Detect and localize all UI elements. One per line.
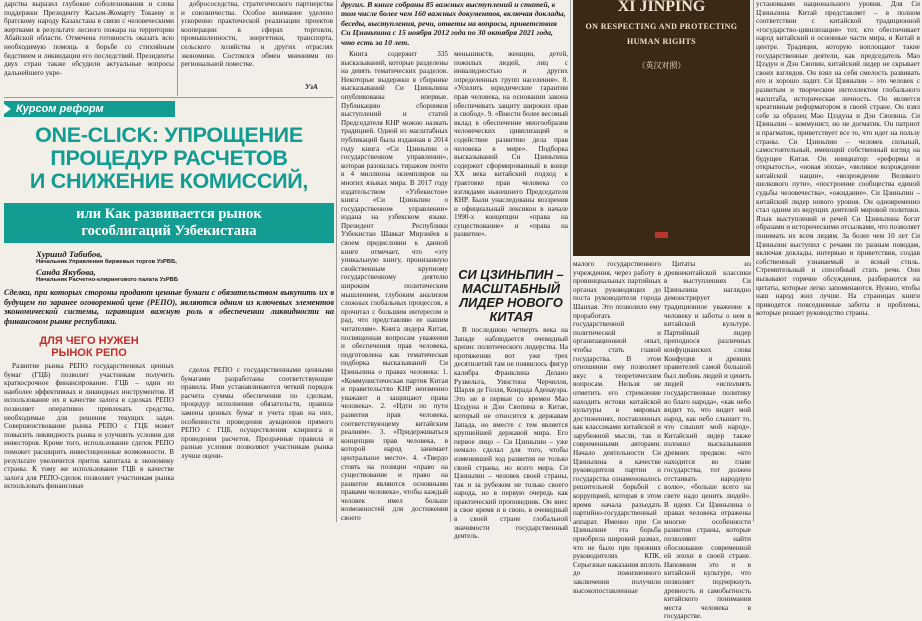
subheadline-band	[4, 203, 334, 243]
book-subtitle-line: HUMAN RIGHTS	[626, 37, 697, 46]
article-heading-line: СИ ЦЗИНЬПИН –	[458, 267, 564, 282]
section-rule	[4, 97, 334, 98]
col4b-text: В последнюю четверть века на Западе наблюдается очевидный кризис политического лидерства. На протяжении вот уже трех десятилетий там не появилось фигур калибра Франклина Делано Рузвельта, Уинстона Черчилля, Шарля де Голля, Конрада Аденауэра. Это не в первые со времен Мао Цзэдуна и Дэн Сяопина в Китае, который не относится к державам Запада, но вместе с тем является крупнейшей державой мира. Его первое лицо – Си Цзиньпин – уже немало сделал для того, чтобы изменившей ход развития не только своей страны, но всего мира. Си Цзиньпин – человек своей страны, так и за рубежом не только своего народа, но в первую очередь как практический проповедник. Он внес в свое время и в свою, в очевидный в своей стране глобальной значимости государственный деятель.	[454, 326, 568, 541]
column-1-top	[4, 0, 174, 95]
headline	[4, 124, 334, 193]
author-name: Санда Якубова,	[36, 267, 96, 277]
article-heading	[452, 268, 570, 324]
gutter-3	[450, 102, 451, 522]
headline-line: ПРОЦЕДУР РАСЧЕТОВ	[50, 146, 288, 170]
author-role: Начальник Управления биржевых торгов УзРВБ,	[36, 259, 177, 265]
book-seal	[655, 232, 668, 238]
article-lead: Сделки, при которых стороны продают ценные бумаги с обязательством выкупить их в будущем по заранее оговоренной цене (РЕПО), являются одним из ключевых элементов экономической системы, играющим важную роль в обеспечении ликвидности на финансовом рынке республики.	[4, 288, 334, 326]
column-2-body	[181, 366, 333, 522]
subheading-line: ДЛЯ ЧЕГО НУЖЕН	[39, 335, 139, 347]
col3-text: Книга содержит 335 высказываний, которые разделены на девять тематических разделов. Некоторые выдержки в сборнике высказываний Си Цзиньпина опубликованы впервые. Публикацию сборников выступлений и статей Председателя КНР можно назвать традицией. Одной из масштабных публикаций была изданная в 2014 году книга «Си Цзиньпин о государственном управлении», которая разошлась тиражом почти в 4 миллиона экземпляров на многих языках мира. В 2017 году издательством «Узбекистон» книга «Си Цзиньпин о государственном управлении» издана на узбекском языке. Президент Республики Узбекистан Шавкат Мирзиёев в своем предисловии к данной книге отмечает, что «эту уникальную книгу, пронизанную свойственным крупному государственному деятелю широким политическим мышлением, глубоким анализом сложных глобальных процессов, я прочитал с большим интересом и рад, что представляю ее нашим читателям». Книга лидера Китая, посвященная вопросам уважения и обеспечения прав человека, подготовлена как тематическая подборка высказываний Си Цзиньпина о правах человека: 1. «Коммунистическая партия Китая и правительство КНР неизменно уважают и защищают права человека». 2. «Идти по пути развития прав человека, соответствующему китайским реалиям». 3. «Придерживаться концепции прав человека, в которой народ занимает центральное место». 4. «Твердо стоять на позиции «право на существование и право на развитие являются основными правами человека», чтобы каждый человек имел больше возможностей для достижения своего	[341, 50, 448, 523]
book-title: XI JINPING	[617, 0, 706, 15]
column-3	[341, 50, 448, 522]
subheading	[4, 335, 174, 359]
book-subtitle-line: ON RESPECTING AND PROTECTING	[585, 22, 738, 31]
rubric-arrow-icon	[4, 104, 11, 114]
subheading-line: РЫНОК РЕПО	[51, 347, 127, 359]
col2-body-text: сделок РЕПО с государственными ценными бумагами разработаны соответствующие правила. Ими устанавливаются четкий порядок расчета суммы обеспечения по сделкам, процедур исполнения обязательств, правила замены ценных бумаг и учета прав на них, особенности проведения аукционов прямого РЕПО с ГЦБ, осуществления клиринга и проведения расчетов. Прозрачные правила и разные условия позволяют участникам рынка лучше оцени-	[181, 366, 333, 460]
col6-text: Цитаты из древнекитайской классики в выступлениях Си Цзиньпина наглядно демонстрирует традиционное уважение к человеку и заботы о нем в китайской культуре. Партийный лидер преподнося различных конфуцианских слова Конфуция и древних правителей самой большой был любовь людей и ценить людей «исполнять государственные политику во благо народа», «как небо видит то, что видит мой народ, как небо слышит то, что слышит мой народ». Китайский лидер также изложил высказывания древних предков: «кто находится во главе государства, тот должен отстаивать народную волю», «больше всего на свете надо ценить людей». В идеях Си Цзиньпина о правах человека отражены многие особенности развития страны, которые позволяют найти обоснование современной ей эпохи в своей стране. Напомним это и в китайской культуре, что позволяет подчеркнуть древность и самобытность китайского понимания места человека в государстве.	[664, 260, 751, 621]
article-heading-line: МАСШТАБНЫЙ	[462, 281, 560, 296]
headline-line: ONE-CLICK: УПРОЩЕНИЕ	[35, 123, 303, 147]
rubric-label: Курсом реформ	[16, 103, 104, 115]
gutter-1	[177, 0, 178, 96]
subheadline-line: или Как развивается рынок	[76, 206, 262, 222]
article-heading-line: ЛИДЕР НОВОГО	[459, 295, 563, 310]
column-5	[573, 260, 661, 595]
col4-text: меньшинств, женщин, детей, пожилых людей, лиц с инвалидностью и других определенных групп населения». 8. «Усилить юридические гарантии прав человека, на основании закона обеспечивать защиту широких прав и свобод». 9. «Внести более весомый вклад в обеспечение многообразия человеческих цивилизаций и содействие развитию дела прав человека в мире». Подборка высказываний Си Цзиньпина содержит сформированный в конце ХХ века китайский подход к трактовке прав человека со взглядами нынешнего Председателя КНР. Были унаследованы воззрения и официальный лексикон в начале 1990-х концепции «права на существование» и «права на развитие».	[454, 50, 568, 239]
author-name: Хуршид Табибов,	[36, 249, 103, 259]
column-2-top	[181, 0, 333, 80]
gutter-4	[570, 0, 571, 522]
subheadline-line: гособлигаций Узбекистана	[81, 223, 257, 239]
gutter-2	[336, 0, 337, 522]
column-7	[756, 0, 920, 522]
column-1-body	[4, 362, 174, 522]
col2-top-text: добрососедства, стратегического партнерства и союзничества. Особое внимание уделено ускоренно практической реализации проектов кооперации в сферах торговли, промышленности, энергетики, транспорта, сельского хозяйства и других отраслях экономики. Состоялся обмен мнениями по региональной повестке.	[181, 0, 333, 69]
col5-text: малого государственного учреждения, через работу в провинциальных партийных органах руководящих до поста руководителя города Шанхая. Это позволило ему проработать государственной политической и организационной опыт, чтобы стать главой государства. В этом отношении ему позволяет вкус к теоретическим вопросам. Нельзя не отметить его стремление находить истоки китайской культуры в мировых достижениях, поставленных как классиками китайской и зарубежной мысли, так и современными авторами. Начало деятельности Си Цзиньпина в качестве руководителя партии и государства ознаменовалось решительной борьбой с коррупцией, которая в этом время начала разъедать партийно-государственный аппарат. Именно при Си Цзиньпине эта борьба приобрела широкий размах, что не было при прежних руководителях КПК. Серьезные наказания вплоть до пожизненного заключения получили высокопоставленные	[573, 260, 661, 595]
article-signature: УзА	[305, 82, 318, 91]
book-quote: других. В книге собраны 85 важных выступлений и статей, в том числе более чем 160 важных документов, включая доклады, беседы, выступления, речи, ответы на вопросы, приветствия Си Цзиньпина с 15 ноября 2012 года по 30 октября 2021 года, что есть за 10 лет.	[341, 0, 566, 47]
column-6	[664, 260, 751, 621]
col1-top-text: дарства выразил глубокие соболезнования и слова поддержки Президенту Касым-Жомарту Токаеву и братскому народу Казахстана в связи с человеческими жертвами в результате лесного пожара на территории Абайской области. Отмечена готовность оказать всю необходимую помощь в борьбе со стихийным бедствием и ликвидации его последствий. Президенты двух стран также обсудили актуальные вопросы дальнейшего укре-	[4, 0, 174, 77]
author-role: Начальник Расчетно-клирингового палата УзРВБ	[36, 277, 179, 283]
book-edition: （英汉对照）	[637, 61, 686, 70]
article-heading-line: КИТАЯ	[489, 309, 533, 324]
headline-line: И СНИЖЕНИЕ КОМИССИЙ,	[29, 169, 309, 193]
col7-text: установками национального уровня. Для Си Цзиньпина Китай представляет – в полном соответствии с китайской традиционной «государство-цивилизация» тот, кто обеспечивает народ китайский и основные части мира, и Китай в центре. Традиция, которую воплощают такие государственные деятели, как председатель Мао Цзэдун и Дэн Сяопин, китайский лидер не скрывает своих взглядов. Он взял на себя смелость развивать его и хорошо ладит. Си Цзиньпин – это человек с развитым и творческим интеллектом глобального масштаба, историческая личность. Он является креативным реформатором в своей стране. Он взял себе за образец Мао Цзэдуна и Дэн Сяопина. Си Цзиньпин – коммунист, но не догматик. Он патриот и прагматик, приветствует все то, что идет на пользу страны. Си Цзиньпин – человек сильный, самостоятельный, имеющий собственный взгляд на будущее Китая. Он инициатор: «реформы и открытость», «новая эпоха», «великое возрождение китайской нации», «возрождение Великого шелкового пути», «построение сообщества единой судьбы человечества», «ожидание». Си Цзиньпин – китайский лидер нового уровня. Он одновременно стал одним из ведущих деятелей мировой политики. Язык выступлений и речей Си Цзиньпина богат образами и историческими отсылками, что позволяет понимать их всем людям. За более чем 10 лет Си Цзиньпин выступил с речами по разным поводам, включая доклады, интервью и приветствия, создав собственный узнаваемый и ясный стиль. Стремительный и способный стать речи. Они вызывают горячие обсуждения, разбираются на цитаты, которые легко запоминаются. Нужно, чтобы наш народ жил лучше. На страницах книги приводятся повседневные заботы и проблемы, которые решает руководство страны.	[756, 0, 921, 318]
col1-body-text: Развитие рынка РЕПО государственных ценных бумаг (ГЦБ) позволит участникам получить краткосрочное финансирование. ГЦБ – один из наиболее эффективных и ликвидных инструментов. И использование их в качестве залога в сделках РЕПО позволяет оперативно привлекать средства, необходимые для решения текущих задач. Совершенствование рынка РЕПО с ГЦБ может повысить ликвидность рынка и улучшить условия для инвесторов. Кроме того, использование сделок РЕПО поможет расширить инвестиционные возможности. В результате увеличится приток капитала в экономику страны. К тому же использование ГЦБ в качестве залога для РЕПО-сделок позволяет участникам рынка использовать финансовые	[4, 362, 174, 491]
book-subtitle	[573, 19, 750, 49]
column-4-bottom	[454, 326, 568, 541]
gutter-5	[753, 0, 754, 522]
column-4-top	[454, 50, 568, 262]
